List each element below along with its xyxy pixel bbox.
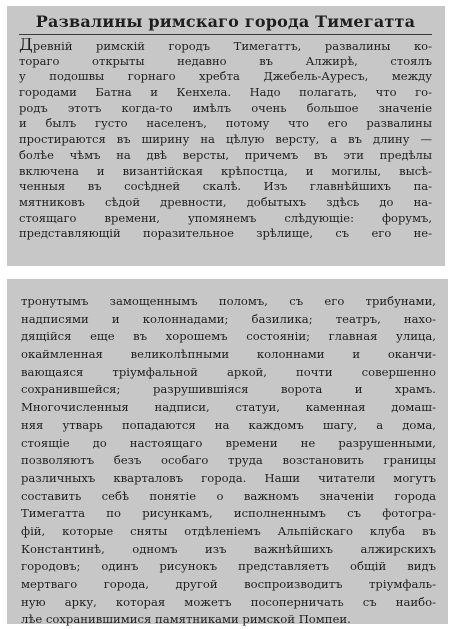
text-line: городами Батна и Кенхела. Надо полагать, что го-: [19, 85, 432, 100]
text-line: тораго открыты недавно въ Алжирѣ, стоялъ: [19, 53, 432, 68]
text-line: вающаяся тріумфальной аркой, почти совершенно: [21, 364, 436, 379]
article-title: Развалины римскаго города Тимегатта: [35, 12, 416, 31]
text-line: сохранившейся; разрушившіяся ворота и храмъ.: [21, 382, 436, 397]
text-line: няя утварь попадаются на каждомъ шагу, а дома,: [21, 417, 436, 432]
text-line: городовъ; одинъ рисунокъ представляетъ общій видъ: [21, 559, 436, 574]
text-line: составить себѣ понятіе о важномъ значеніи города: [21, 488, 436, 503]
article-scan-bottom: [7, 279, 448, 627]
text-line: стоящаго времени, упомянемъ слѣдующіе: форумъ,: [19, 210, 432, 225]
text-line: различныхъ кварталовъ города. Наши читатели могутъ: [21, 470, 436, 485]
text-line: Константинѣ, одномъ изъ важнѣйшихъ алжирскихъ: [21, 541, 436, 556]
article-body-bottom: [21, 293, 436, 629]
text-line: родъ этотъ когда-то имѣлъ очень большое значеніе: [19, 100, 432, 115]
text-line: у подошвы горнаго хребта Джебель-Ауресъ, между: [19, 69, 432, 84]
article-scan-top: [7, 6, 445, 266]
text-line: надписями и колоннадами; базилика; театръ, нахо-: [21, 311, 436, 326]
text-line: позволяютъ безъ особаго труда возстановить границы: [21, 453, 436, 468]
text-line: включена и византійская крѣпостца, и могилы, высѣ-: [19, 163, 432, 178]
text-line: Многочисленныя надписи, статуи, каменная домаш-: [21, 400, 436, 415]
text-line: дящійся еще въ хорошемъ состояніи; главная улица,: [21, 329, 436, 344]
title-rule: [19, 34, 432, 35]
text-line: простираются въ ширину на цѣлую версту, а въ длину —: [19, 132, 432, 147]
text-line: стоящіе до настоящаго времени не разрушенными,: [21, 435, 436, 450]
article-body-top: [19, 38, 432, 242]
text-line: мятниковъ сѣдой древности, добытыхъ здѣсь до на-: [19, 194, 432, 209]
text-line: окаймленная великолѣпными колоннами и оканчи-: [21, 347, 436, 362]
text-line: фій, которые сняты отдѣленіемъ Альпійскаго клуба въ: [21, 523, 436, 538]
text-line: Древній римскій городъ Тимегаттъ, развалины ко-: [19, 38, 432, 54]
text-line: тронутымъ замощеннымъ поломъ, съ его трибунами,: [21, 294, 436, 308]
text-line: Тимегатта по рисункамъ, исполненнымъ съ фотогра-: [21, 506, 436, 521]
text-line: лѣе сохранившимися памятниками римской Помпеи.: [21, 612, 351, 627]
text-line: и былъ густо населенъ, потому что его развалины: [19, 116, 432, 131]
text-line: болѣе чѣмъ на двѣ версты, причемъ въ эти предѣлы: [19, 147, 432, 162]
text-line: мертваго города, другой воспроизводитъ тріумфаль-: [21, 577, 436, 591]
text-line: ченныя въ сосѣдней скалѣ. Изъ главнѣйшихъ па-: [19, 179, 432, 194]
text-line: представляющій поразительное зрѣлище, съ его не-: [19, 226, 432, 241]
text-line: ную арку, которая можетъ посоперничать съ наибо-: [21, 594, 436, 609]
